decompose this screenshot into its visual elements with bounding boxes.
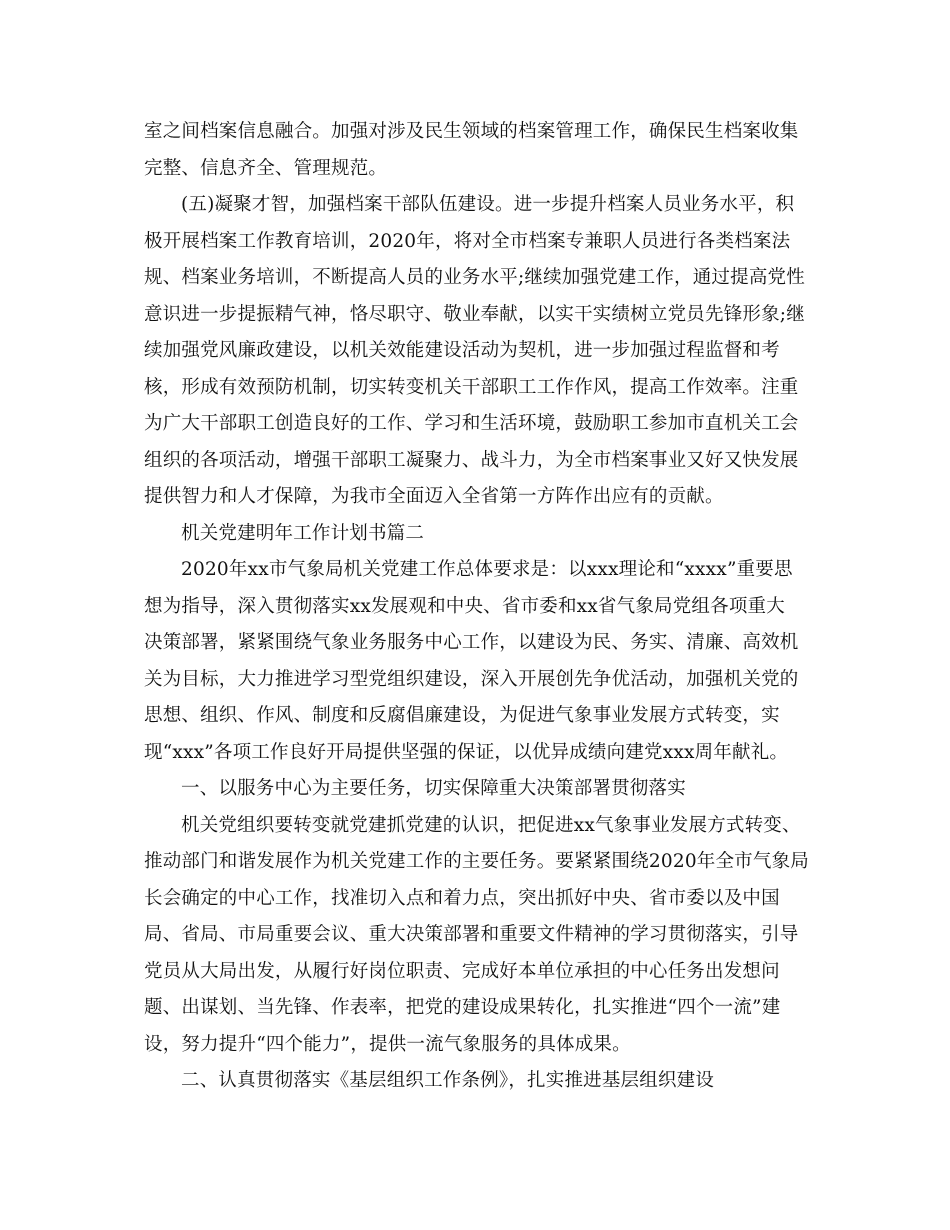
- text-line: 核，形成有效预防机制，切实转变机关干部职工工作作风，提高工作效率。注重: [144, 376, 799, 398]
- text-line: 组织的各项活动，增强干部职工凝聚力、战斗力，为全市档案事业又好又快发展: [144, 449, 799, 471]
- text-line: 为广大干部职工创造良好的工作、学习和生活环境，鼓励职工参加市直机关工会: [144, 413, 799, 434]
- document-body: [144, 114, 809, 1100]
- text-line: 完整、信息齐全、管理规范。: [144, 157, 388, 179]
- text-line: 推动部门和谐发展作为机关党建工作的主要任务。要紧紧围绕2020年全市气象局: [144, 851, 809, 872]
- text-line: 党员从大局出发，从履行好岗位职责、完成好本单位承担的中心任务出发想问: [144, 960, 780, 982]
- text-line: 题、出谋划、当先锋、作表率，把党的建设成果转化，扎实推进“四个一流”建: [144, 997, 781, 1018]
- text-line: 设，努力提升“四个能力”，提供一流气象服务的具体成果。: [144, 1033, 631, 1055]
- text-line: 提供智力和人才保障，为我市全面迈入全省第一方阵作出应有的贡献。: [144, 486, 724, 507]
- text-line: 局、省局、市局重要会议、重大决策部署和重要文件精神的学习贯彻落实，引导: [144, 924, 799, 945]
- text-line: 室之间档案信息融合。加强对涉及民生领域的档案管理工作，确保民生档案收集: [144, 121, 799, 142]
- text-line: 想为指导，深入贯彻落实xx发展观和中央、省市委和xx省气象局党组各项重大: [144, 595, 785, 617]
- text-line: 现“xxx”各项工作良好开局提供坚强的保证，以优异成绩向建党xxx周年献礼。: [144, 741, 789, 763]
- text-line: 机关党组织要转变就党建抓党建的认识，把促进xx气象事业发展方式转变、: [181, 814, 801, 836]
- text-line: 意识进一步提振精气神，恪尽职守、敬业奉献，以实干实绩树立党员先锋形象;继: [144, 303, 805, 325]
- text-line: 续加强党风廉政建设，以机关效能建设活动为契机，进一步加强过程监督和考: [144, 340, 780, 361]
- text-line: (五)凝聚才智，加强档案干部队伍建设。进一步提升档案人员业务水平，积: [181, 194, 795, 215]
- text-line: 规、档案业务培训，不断提高人员的业务水平;继续加强党建工作，通过提高党性: [144, 267, 805, 288]
- text-line: 二、认真贯彻落实《基层组织工作条例》，扎实推进基层组织建设: [181, 1070, 715, 1091]
- text-line: 极开展档案工作教育培训，2020年，将对全市档案专兼职人员进行各类档案法: [144, 230, 791, 252]
- text-line: 决策部署，紧紧围绕气象业务服务中心工作，以建设为民、务实、清廉、高效机: [144, 632, 799, 653]
- text-line: 思想、组织、作风、制度和反腐倡廉建设，为促进气象事业发展方式转变，实: [144, 705, 780, 726]
- text-line: 机关党建明年工作计划书篇二: [181, 522, 425, 544]
- text-line: 2020年xx市气象局机关党建工作总体要求是：以xxx理论和“xxxx”重要思: [181, 559, 793, 580]
- text-line: 关为目标，大力推进学习型党组织建设，深入开展创先争优活动，加强机关党的: [144, 668, 799, 690]
- text-line: 长会确定的中心工作，找准切入点和着力点，突出抓好中央、省市委以及中国: [144, 887, 780, 909]
- text-line: 一、以服务中心为主要任务，切实保障重大决策部署贯彻落实: [181, 778, 686, 799]
